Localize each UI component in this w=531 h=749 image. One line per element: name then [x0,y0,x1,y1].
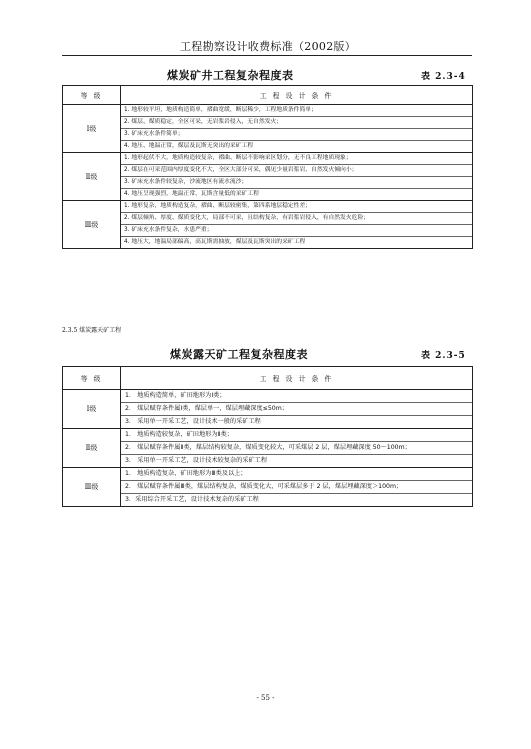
conditions-cell [121,105,473,153]
table-row [63,153,473,201]
condition-line: 3． 采用单一开采工艺，设计技术一般的采矿工程 [125,418,261,425]
grade-cell: Ⅱ级 [63,153,121,201]
table1-col-grade: 等 级 [63,86,121,105]
condition-line: 4. 地压、地温正常，煤层及瓦斯无突出的采矿工程 [124,143,254,149]
condition-line: 1. 地形复杂，地质构造复杂，褶曲、断层较密集，第四系地层稳定性差； [121,201,472,213]
table1 [62,85,473,249]
page-header-title: 工程勘察设计收费标准（2002版） [180,40,357,53]
table-row [63,201,473,249]
page-number: - 55 - [256,694,275,702]
table1-header-row [63,86,473,105]
condition-line: 1． 地质构造较复杂，矿田地形为Ⅱ类； [121,429,472,442]
condition-line: 2． 煤层赋存条件属Ⅲ类，煤层结构复杂，煤质变化大，可采煤层多于 2 层，煤层埋藏深度＞100m； [121,481,472,494]
condition-line: 1． 地质构造简单，矿田地形为Ⅰ类； [121,390,472,403]
table-row [63,468,473,507]
condition-line: 2. 煤层在可采范围内厚度变化不大，全区大部分可采，偶见少量岩浆岩，自然发火倾向小； [121,165,472,177]
header-divider [62,55,472,56]
condition-line: 2． 煤层赋存条件属Ⅱ类，煤层结构较复杂，煤质变化较大，可采煤层 2 层，煤层埋藏深度 50～100m； [121,442,472,455]
condition-line: 3. 矿床充水条件较复杂，沙流地区有流水流沙； [121,177,472,189]
table2-number: 表 2.3-5 [421,351,466,361]
table-row [63,429,473,468]
table2 [62,366,473,507]
condition-line: 3. 矿床充水条件复杂，水患严重； [121,225,472,237]
table1-title: 煤炭矿井工程复杂程度表 [167,69,294,82]
condition-line: 3．采用综合开采工艺，设计技术复杂的采矿工程 [125,496,259,503]
condition-line: 1. 地形起伏不大，地质构造较复杂，褶曲、断层不影响采区划分，无不良工程地质现象； [121,153,472,165]
conditions-cell [121,468,473,507]
table1-number: 表 2.3-4 [421,72,466,82]
condition-line: 2． 煤层赋存条件属Ⅰ类，煤层单一，煤层埋藏深度≤50m； [121,403,472,416]
condition-line: 1. 地形较平坦，地质构造简单，褶曲宽缓，断层稀少，工程地质条件简单； [121,105,472,117]
table2-header-row [63,367,473,390]
grade-cell: Ⅱ级 [63,429,121,468]
table2-title: 煤炭露天矿工程复杂程度表 [170,348,308,361]
condition-line: 3． 采用单一开采工艺，设计技术较复杂的采矿工程 [125,457,268,464]
grade-cell: Ⅰ级 [63,105,121,153]
condition-line: 4. 地压大，地温局部偏高，高瓦斯需抽放，煤层及瓦斯突出的采矿工程 [124,239,306,245]
table-row [63,390,473,429]
condition-line: 1． 地质构造复杂，矿田地形为Ⅲ类及以上； [121,468,472,481]
table1-col-conditions: 工 程 设 计 条 件 [121,86,473,105]
grade-cell: Ⅰ级 [63,390,121,429]
grade-cell: Ⅲ级 [63,468,121,507]
conditions-cell [121,390,473,429]
table2-col-grade: 等 级 [63,367,121,390]
condition-line: 3. 矿床充水条件简单； [121,129,472,141]
condition-line: 4. 地压呈现强烈，地温正常，瓦斯含量低的采矿工程 [124,191,259,197]
conditions-cell [121,153,473,201]
grade-cell: Ⅲ级 [63,201,121,249]
table2-col-conditions: 工 程 设 计 条 件 [121,367,473,390]
table-row [63,105,473,153]
section-heading: 2.3.5 煤炭露天矿工程 [62,327,122,334]
condition-line: 2. 煤层倾角、厚度、煤质变化大，局部不可采，且结构复杂，有岩浆岩侵入，有自然发火危险； [121,213,472,225]
condition-line: 2. 煤层、煤质稳定，全区可采，无岩浆岩侵入，无自然发火； [121,117,472,129]
conditions-cell [121,429,473,468]
conditions-cell [121,201,473,249]
